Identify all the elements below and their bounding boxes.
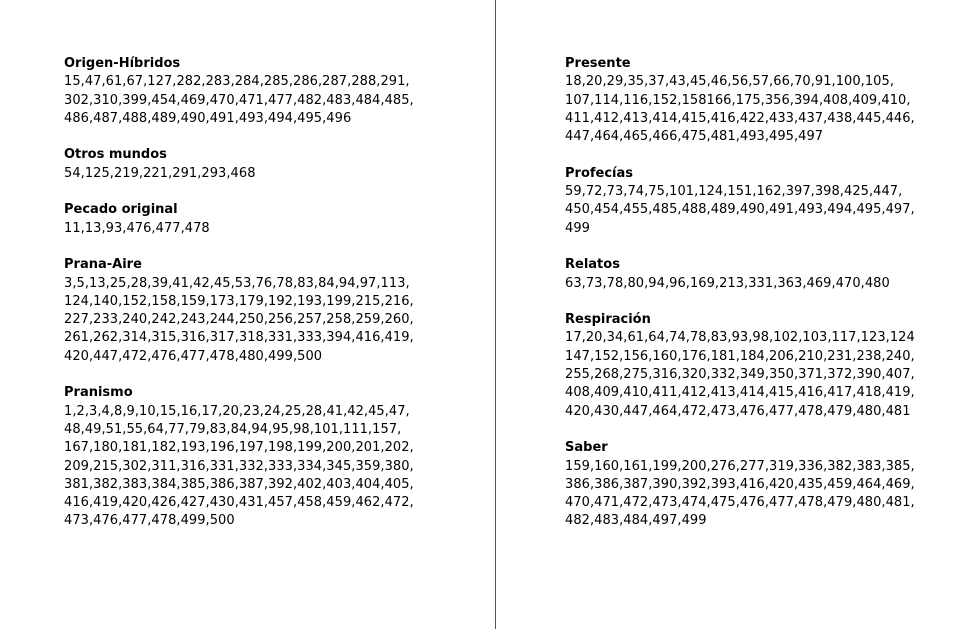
index-entry <box>64 146 495 183</box>
entry-title: Saber <box>565 440 608 456</box>
page-divider <box>495 0 496 629</box>
entry-page-numbers: 381,382,383,384,385,386,387,392,402,403,404,405, <box>64 476 414 492</box>
entry-page-numbers: 11,13,93,476,477,478 <box>64 220 210 236</box>
entry-page-numbers: 486,487,488,489,490,491,493,494,495,496 <box>64 110 352 126</box>
entry-page-numbers: 416,419,420,426,427,430,431,457,458,459,462,472, <box>64 495 414 511</box>
entry-page-numbers: 124,140,152,158,159,173,179,192,193,199,215,216, <box>64 293 414 309</box>
entry-page-numbers: 470,471,472,473,474,475,476,477,478,479,480,481, <box>565 495 915 511</box>
entry-page-numbers: 159,160,161,199,200,276,277,319,336,382,383,385, <box>565 458 915 474</box>
entry-page-numbers: 261,262,314,315,316,317,318,331,333,394,416,419, <box>64 330 414 346</box>
entry-page-numbers: 499 <box>565 220 590 236</box>
entry-page-numbers: 3,5,13,25,28,39,41,42,45,53,76,78,83,84,94,97,113, <box>64 275 410 291</box>
entry-page-numbers: 54,125,219,221,291,293,468 <box>64 165 256 181</box>
entry-title: Pecado original <box>64 202 178 218</box>
entry-page-numbers: 15,47,61,67,127,282,283,284,285,286,287,288,291, <box>64 74 410 90</box>
entry-page-numbers: 420,430,447,464,472,473,476,477,478,479,480,481 <box>565 403 911 419</box>
entry-title: Respiración <box>565 312 651 328</box>
entry-page-numbers: 63,73,78,80,94,96,169,213,331,363,469,470,480 <box>565 275 890 291</box>
index-entry <box>565 55 980 146</box>
entry-page-numbers: 48,49,51,55,64,77,79,83,84,94,95,98,101,111,157, <box>64 421 402 437</box>
entry-page-numbers: 420,447,472,476,477,478,480,499,500 <box>64 348 323 364</box>
right-page <box>497 0 980 629</box>
index-entry <box>565 256 980 293</box>
entry-page-numbers: 482,483,484,497,499 <box>565 513 707 529</box>
entry-page-numbers: 473,476,477,478,499,500 <box>64 513 235 529</box>
entry-title: Presente <box>565 56 631 71</box>
index-entry <box>64 384 495 530</box>
entry-page-numbers: 227,233,240,242,243,244,250,256,257,258,259,260, <box>64 312 414 328</box>
entry-page-numbers: 59,72,73,74,75,101,124,151,162,397,398,425,447, <box>565 184 903 200</box>
entry-title: Origen-Híbridos <box>64 56 181 71</box>
entry-page-numbers: 255,268,275,316,320,332,349,350,371,372,390,407, <box>565 367 915 383</box>
index-entry <box>64 256 495 366</box>
entry-page-numbers: 302,310,399,454,469,470,471,477,482,483,484,485, <box>64 92 414 108</box>
entry-page-numbers: 147,152,156,160,176,181,184,206,210,231,238,240, <box>565 348 915 364</box>
index-entry <box>64 201 495 238</box>
index-entry <box>565 165 980 238</box>
index-entry <box>565 439 980 530</box>
entry-title: Otros mundos <box>64 147 167 163</box>
entry-title: Relatos <box>565 257 620 273</box>
entry-page-numbers: 17,20,34,61,64,74,78,83,93,98,102,103,117,123,124 <box>565 330 915 346</box>
entry-page-numbers: 386,386,387,390,392,393,416,420,435,459,464,469, <box>565 476 915 492</box>
entry-page-numbers: 167,180,181,182,193,196,197,198,199,200,201,202, <box>64 440 414 456</box>
entry-page-numbers: 18,20,29,35,37,43,45,46,56,57,66,70,91,100,105, <box>565 74 895 90</box>
entry-page-numbers: 447,464,465,466,475,481,493,495,497 <box>565 129 824 145</box>
entry-page-numbers: 411,412,413,414,415,416,422,433,437,438,445,446, <box>565 110 915 126</box>
entry-title: Pranismo <box>64 385 133 401</box>
entry-page-numbers: 107,114,116,152,158166,175,356,394,408,409,410, <box>565 92 911 108</box>
entry-title: Prana-Aire <box>64 257 142 273</box>
entry-page-numbers: 209,215,302,311,316,331,332,333,334,345,359,380, <box>64 458 414 474</box>
index-entry <box>64 55 495 128</box>
entry-page-numbers: 450,454,455,485,488,489,490,491,493,494,495,497, <box>565 202 915 218</box>
index-entry <box>565 311 980 421</box>
entry-page-numbers: 408,409,410,411,412,413,414,415,416,417,418,419, <box>565 385 915 401</box>
entry-page-numbers: 1,2,3,4,8,9,10,15,16,17,20,23,24,25,28,41,42,45,47, <box>64 403 410 419</box>
entry-title: Profecías <box>565 165 634 181</box>
